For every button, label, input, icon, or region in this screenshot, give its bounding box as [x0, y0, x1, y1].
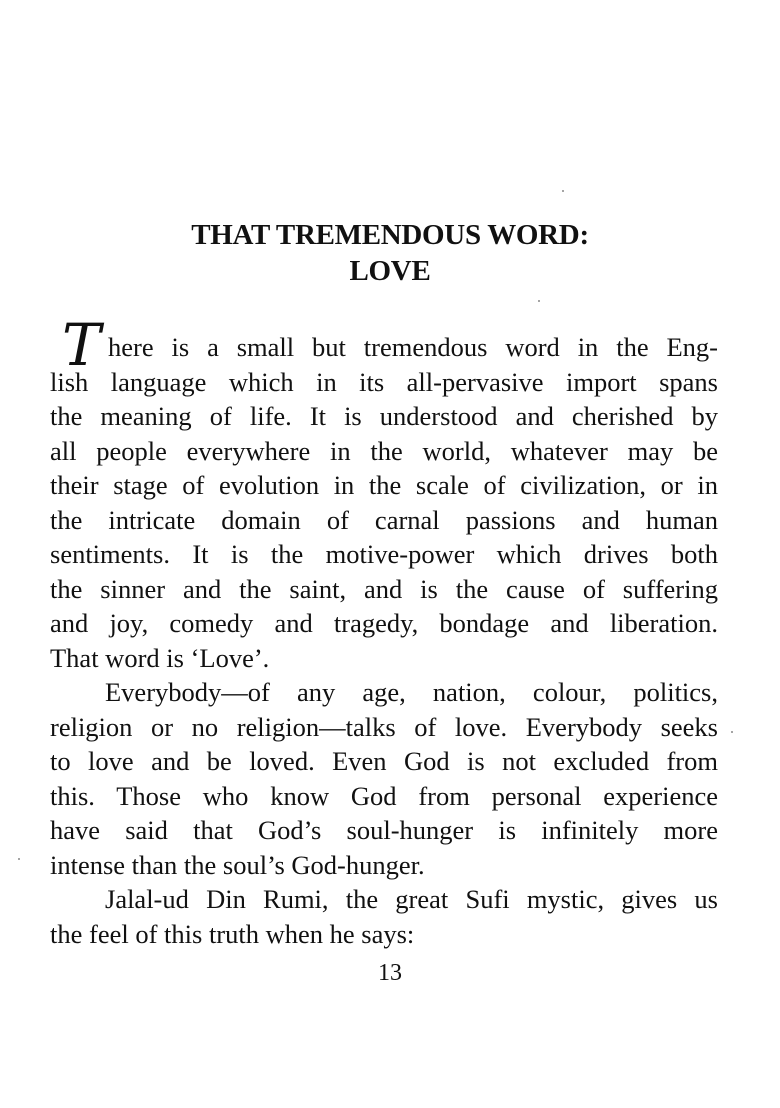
paragraph-1-line-2: lish language which in its all-pervasive import spans [50, 366, 718, 397]
paragraph-1-line-8: the sinner and the saint, and is the cause of suffering [50, 573, 718, 604]
scan-speck [538, 300, 540, 302]
chapter-title-line-1: THAT TREMENDOUS WORD: [191, 219, 589, 251]
scan-speck [562, 190, 564, 192]
paragraph-1-line-1 [50, 311, 718, 379]
paragraph-1-line-3: the meaning of life. It is understood and cherished by [50, 401, 718, 431]
paragraph-2-line-3: to love and be loved. Even God is not excluded from [50, 746, 718, 776]
drop-cap: T [62, 311, 101, 379]
paragraph-1-line-10: That word is ‘Love’. [50, 642, 270, 673]
paragraph-1-line-6: the intricate domain of carnal passions and human [50, 504, 718, 535]
paragraph-3 [50, 882, 718, 951]
paragraph-1-line-7: sentiments. It is the motive-power which drives both [50, 539, 718, 569]
paragraph-1 [50, 311, 718, 675]
paragraph-2-line-2: religion or no religion—talks of love. Everybody seeks [50, 711, 718, 742]
paragraph-2-line-1: Everybody—of any age, nation, colour, politics, [105, 677, 718, 707]
paragraph-3-line-2: the feel of this truth when he says: [50, 918, 415, 949]
chapter-title-line-2: LOVE [349, 255, 431, 287]
scan-speck [18, 858, 20, 860]
body-text [50, 311, 718, 951]
paragraph-2-line-4: this. Those who know God from personal experience [50, 780, 718, 811]
paragraph-1-line-1-text: here is a small but tremendous word in the Eng- [108, 332, 718, 362]
paragraph-1-line-4: all people everywhere in the world, whatever may be [50, 435, 718, 466]
paragraph-1-line-5: their stage of evolution in the scale of civilization, or in [50, 470, 718, 500]
paragraph-1-line-9: and joy, comedy and tragedy, bondage and liberation. [50, 608, 718, 638]
page-number: 13 [378, 960, 402, 986]
paragraph-2-line-5: have said that God’s soul-hunger is infinitely more [50, 815, 718, 845]
paragraph-2-line-6: intense than the soul’s God-hunger. [50, 849, 425, 880]
paragraph-2 [50, 675, 718, 882]
paragraph-3-line-1: Jalal-ud Din Rumi, the great Sufi mystic, gives us [105, 884, 718, 914]
scan-speck [731, 731, 733, 733]
